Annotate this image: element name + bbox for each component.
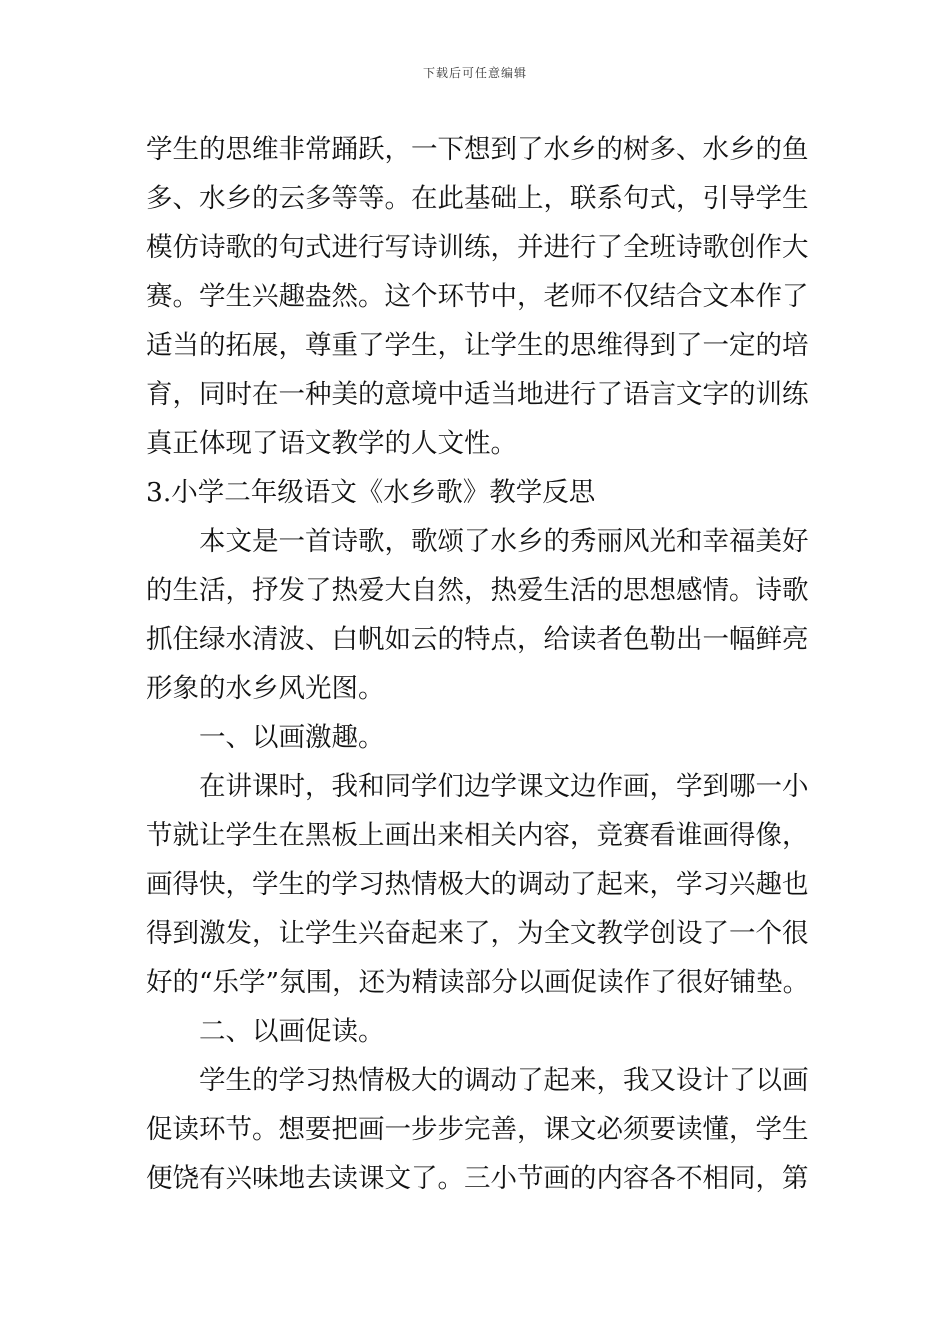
text-line: 形象的水乡风光图。 <box>146 673 385 704</box>
text-line: 的生活，抒发了热爱大自然，热爱生活的思想感情。诗歌 <box>146 575 809 606</box>
text-line: 节就让学生在黑板上画出来相关内容，竞赛看谁画得像， <box>146 820 809 851</box>
text-line: 便饶有兴味地去读课文了。三小节画的内容各不相同，第 <box>146 1163 809 1194</box>
text-line: 得到激发，让学生兴奋起来了，为全文教学创设了一个很 <box>146 918 809 949</box>
text-line: 抓住绿水清波、白帆如云的特点，给读者色勒出一幅鲜亮 <box>146 624 809 655</box>
text-line: 模仿诗歌的句式进行写诗训练，并进行了全班诗歌创作大 <box>146 232 809 263</box>
text-line: 画得快，学生的学习热情极大的调动了起来，学习兴趣也 <box>146 869 809 900</box>
document-body <box>146 125 808 1203</box>
subheading: 一、以画激趣。 <box>199 722 385 753</box>
subheading: 二、以画促读。 <box>199 1016 385 1047</box>
text-line: 多、水乡的云多等等。在此基础上，联系句式，引导学生 <box>146 183 809 214</box>
text-line: 学生的学习热情极大的调动了起来，我又设计了以画 <box>199 1065 809 1096</box>
text-line: 适当的拓展，尊重了学生，让学生的思维得到了一定的培 <box>146 330 809 361</box>
text-line: 学生的思维非常踊跃，一下想到了水乡的树多、水乡的鱼 <box>146 134 809 165</box>
text-line: 促读环节。想要把画一步步完善，课文必须要读懂，学生 <box>146 1114 809 1145</box>
text-line: 在讲课时，我和同学们边学课文边作画，学到哪一小 <box>199 771 809 802</box>
text-line: 赛。学生兴趣盎然。这个环节中，老师不仅结合文本作了 <box>146 281 809 312</box>
section-heading: 3.小学二年级语文《水乡歌》教学反思 <box>146 477 596 508</box>
text-line: 好的“乐学”氛围，还为精读部分以画促读作了很好铺垫。 <box>146 967 810 998</box>
page-header: 下载后可任意编辑 <box>422 66 527 80</box>
text-line: 真正体现了语文教学的人文性。 <box>146 428 517 459</box>
text-line: 育，同时在一种美的意境中适当地进行了语言文字的训练 <box>146 379 809 410</box>
text-line: 本文是一首诗歌，歌颂了水乡的秀丽风光和幸福美好 <box>199 526 809 557</box>
